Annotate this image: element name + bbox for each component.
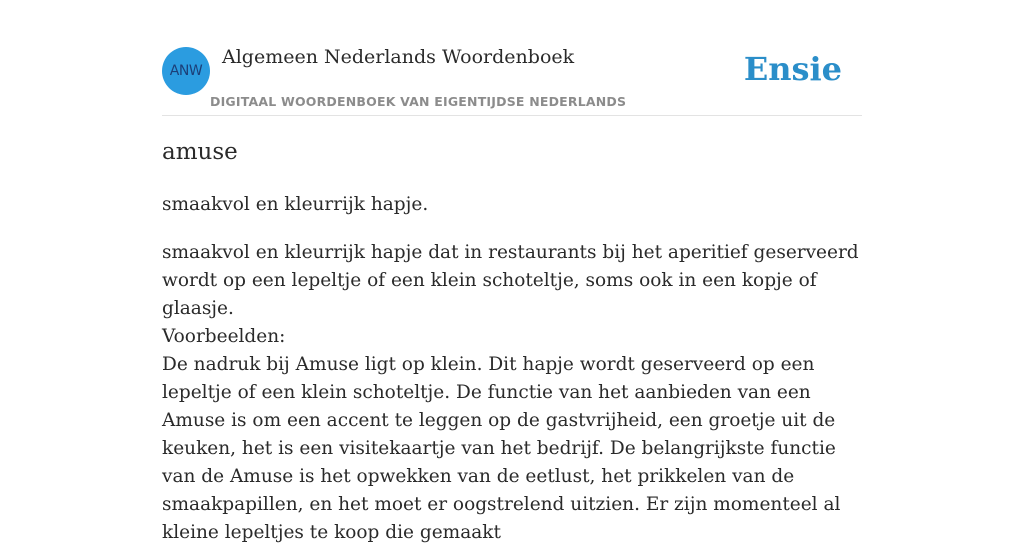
- site-title[interactable]: Algemeen Nederlands Woordenboek: [222, 46, 575, 68]
- ensie-brand-logo[interactable]: Ensie: [743, 50, 842, 88]
- page: [162, 0, 862, 543]
- headword: amuse: [162, 139, 238, 165]
- header-divider: [162, 115, 862, 116]
- examples-text: De nadruk bij Amuse ligt op klein. Dit hapje wordt geserveerd op een lepeltje of een klein schoteltje. De functie van het aanbieden van een Amuse is om een accent te leggen op de gastvrijheid, een groetje uit de keuken, het is een visitekaartje van het bedrijf. De belangrijkste functie van de Amuse is het opwekken van de eetlust, het prikkelen van de smaakpapillen, en het moet er oogstrelend uitzien. Er zijn momenteel al kleine lepeltjes te koop die gemaakt: [162, 354, 841, 543]
- site-subtitle: DIGITAAL WOORDENBOEK VAN EIGENTIJDSE NEDERLANDS: [210, 94, 627, 109]
- long-definition: smaakvol en kleurrijk hapje dat in restaurants bij het aperitief geserveerd wordt op een lepeltje of een klein schoteltje, soms ook in een kopje of glaasje.: [162, 242, 859, 319]
- anw-logo[interactable]: [162, 47, 210, 95]
- examples-label: Voorbeelden:: [162, 326, 286, 347]
- short-definition: smaakvol en kleurrijk hapje.: [162, 194, 429, 215]
- logo-text: ANW: [169, 63, 203, 79]
